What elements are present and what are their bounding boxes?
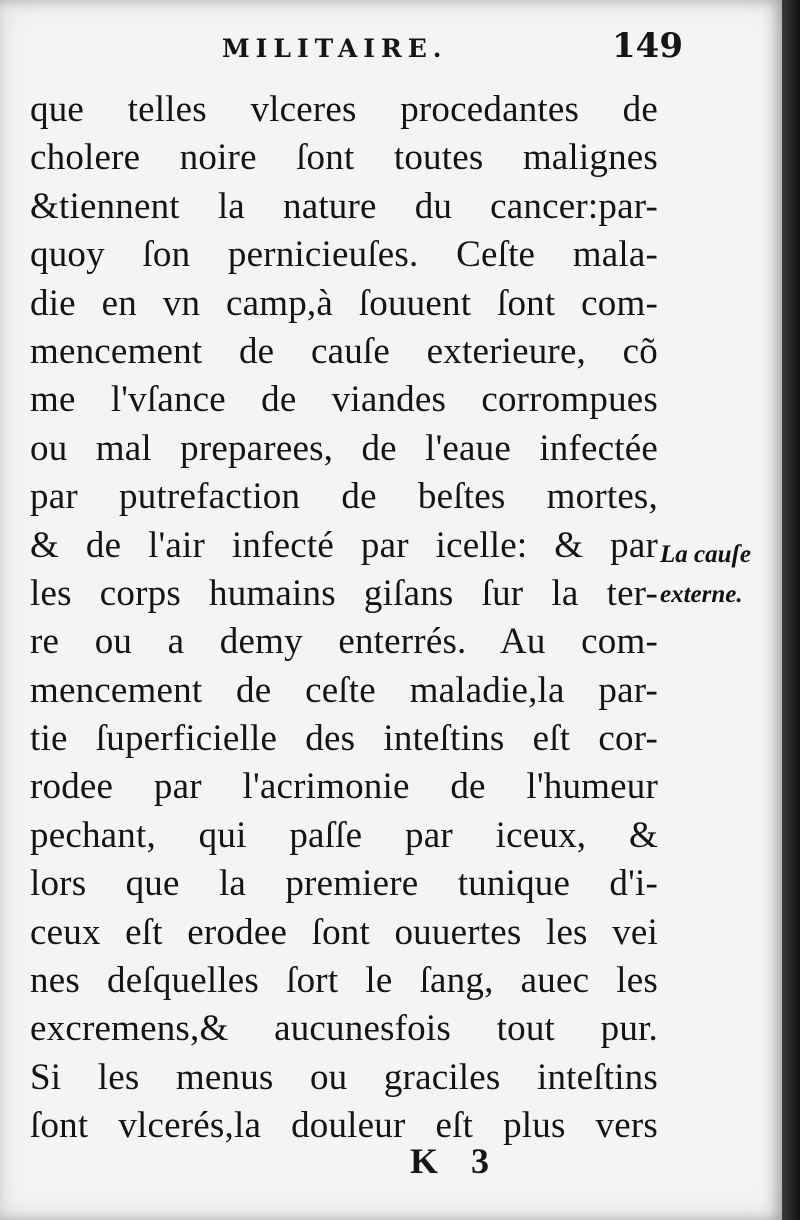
text-line: ceux eſt erodee ſont ouuertes les vei (30, 911, 658, 953)
text-line: nes deſquelles ſort le ſang, auec les (30, 960, 658, 1002)
text-line: ſont vlcerés,la douleur eſt plus vers (30, 1105, 658, 1147)
text-line: rodee par l'acrimonie de l'humeur (30, 766, 658, 808)
text-line: tie ſuperficielle des inteſtins eſt cor- (30, 718, 658, 760)
body-text (30, 86, 658, 1151)
text-line: par putrefaction de beſtes mortes, (30, 476, 658, 518)
text-line: & de l'air infecté par icelle: & par (30, 524, 658, 566)
text-line: die en vn camp,à ſouuent ſont com- (30, 282, 658, 324)
text-line: quoy ſon pernicieuſes. Ceſte mala- (30, 234, 658, 276)
page-number: 149 (612, 26, 683, 66)
page-edge (782, 0, 800, 1220)
margin-note (660, 535, 782, 615)
margin-note-line-1: La cauſe (660, 541, 751, 568)
text-line: re ou a demy enterrés. Au com- (30, 621, 658, 663)
text-line: excremens,& aucunesfois tout pur. (30, 1008, 658, 1050)
text-line: que telles vlceres procedantes de (30, 89, 658, 130)
text-line: &tiennent la nature du cancer:par- (30, 185, 658, 227)
text-line: pechant, qui paſſe par iceux, & (30, 814, 658, 856)
text-line: ou mal preparees, de l'eaue infectée (30, 427, 658, 469)
text-line: cholere noire ſont toutes malignes (30, 137, 658, 179)
margin-note-line-2: externe. (660, 581, 743, 608)
signature-mark: K 3 (410, 1141, 490, 1181)
text-line: les corps humains giſans ſur la ter- (30, 572, 658, 614)
running-head: MILITAIRE. (222, 34, 448, 63)
text-line: mencement de ceſte maladie,la par- (30, 669, 658, 711)
page-header (0, 26, 782, 70)
text-line: Si les menus ou graciles inteſtins (30, 1056, 658, 1098)
text-line: lors que la premiere tunique d'i- (30, 863, 658, 905)
text-line: mencement de cauſe exterieure, cõ (30, 330, 658, 372)
text-line: me l'vſance de viandes corrompues (30, 379, 658, 421)
